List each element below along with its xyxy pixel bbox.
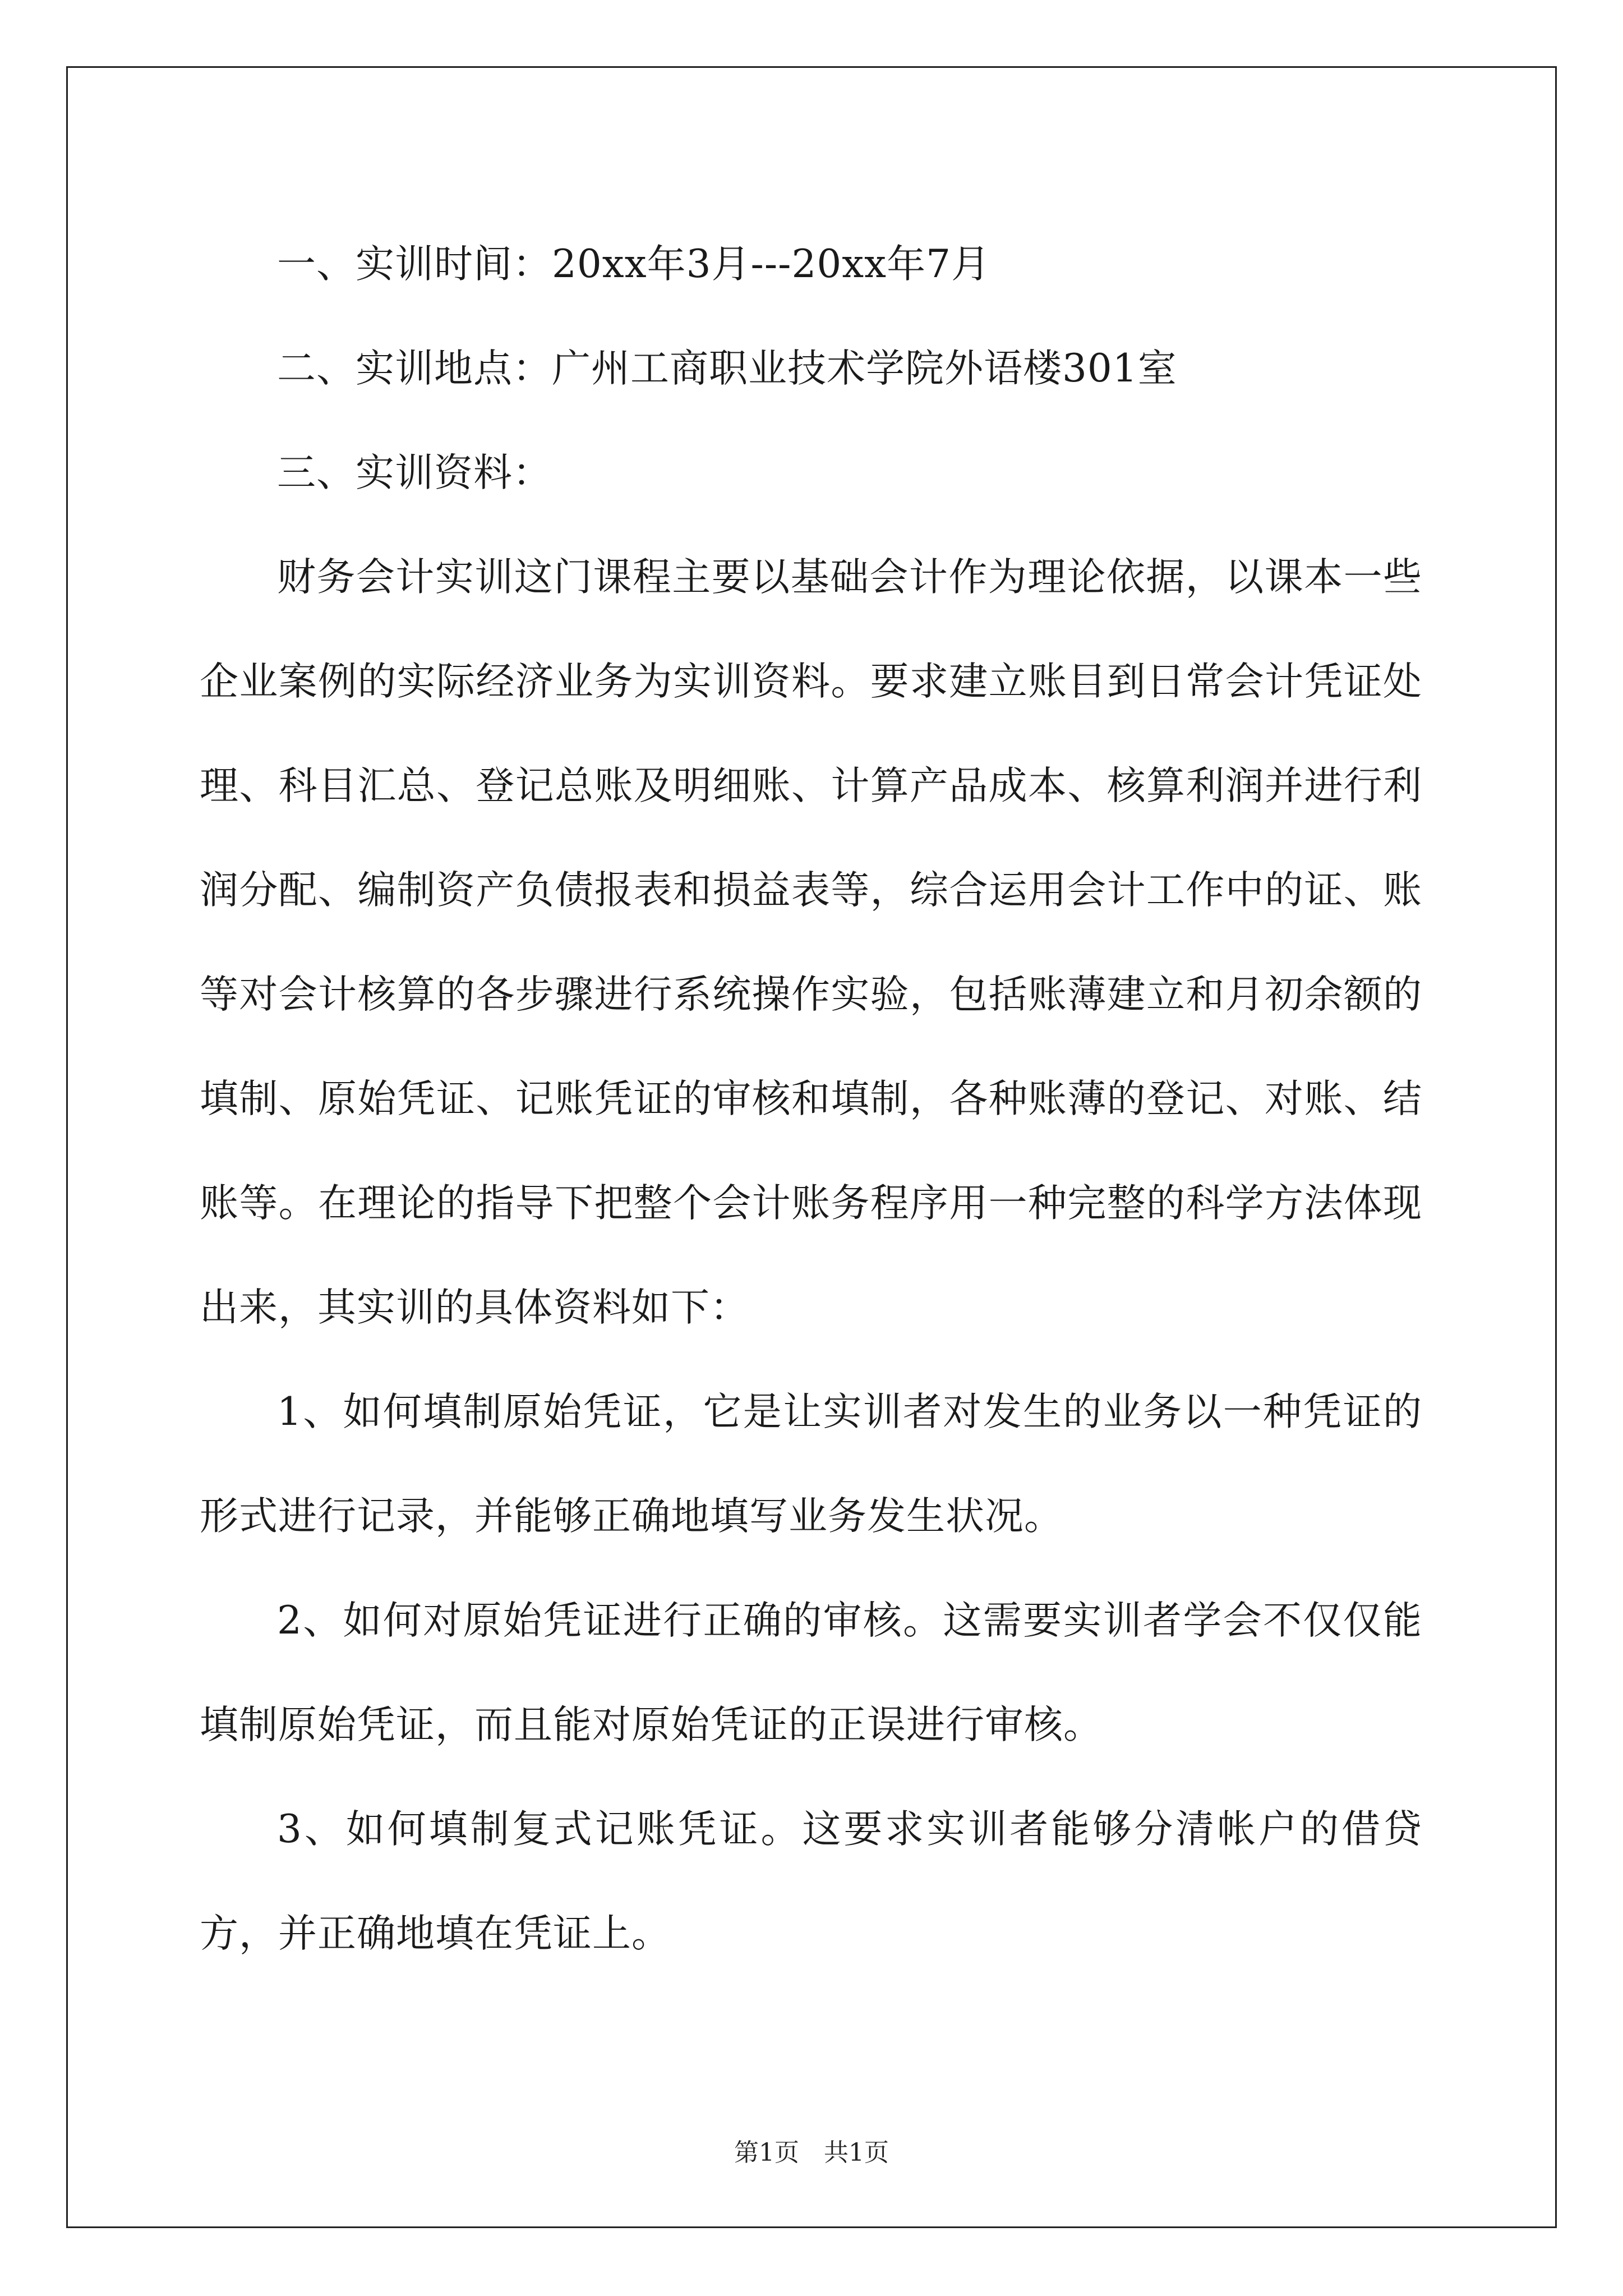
paragraph-training-location: 二、实训地点：广州工商职业技术学院外语楼301室 — [277, 346, 1177, 391]
paragraph-training-time: 一、实训时间：20xx年3月---20xx年7月 — [277, 242, 990, 287]
paragraph-course-description: 财务会计实训这门课程主要以基础会计作为理论依据，以课本一些企业案例的实际经济业务为实训资料。要求建立账目到日常会计凭证处理、科目汇总、登记总账及明细账、计算产品成本、核算利润并进行利润分配、编制资产负债报表和损益表等，综合运用会计工作中的证、账等对会计核算的各步骤进行系统操作实验，包括账薄建立和月初余额的填制、原始凭证、记账凭证的审核和填制，各种账薄的登记、对账、结账等。在理论的指导下把整个会计账务程序用一种完整的科学方法体现出来，其实训的具体资料如下： — [200, 555, 1422, 1330]
paragraph-item-2: 2、如何对原始凭证进行正确的审核。这需要实训者学会不仅仅能填制原始凭证，而且能对原始凭证的正误进行审核。 — [200, 1598, 1422, 1747]
page-number-footer: 第1页 共1页 — [734, 2138, 889, 2167]
paragraph-item-3: 3、如何填制复式记账凭证。这要求实训者能够分清帐户的借贷方，并正确地填在凭证上。 — [200, 1807, 1422, 1956]
document-body — [200, 212, 1422, 1986]
paragraph-training-materials-heading: 三、实训资料： — [277, 450, 552, 495]
paragraph-item-1: 1、如何填制原始凭证，它是让实训者对发生的业务以一种凭证的形式进行记录，并能够正确地填写业务发生状况。 — [200, 1389, 1422, 1539]
